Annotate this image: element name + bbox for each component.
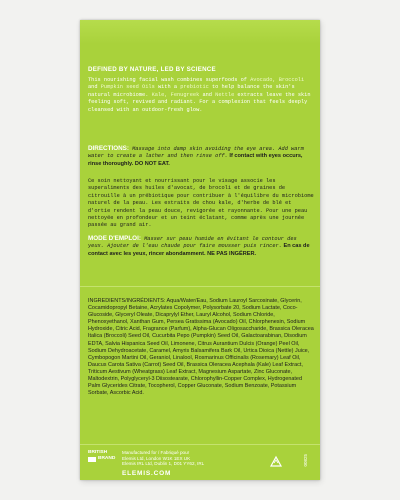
brand-line: BRAND bbox=[98, 455, 116, 461]
tagline: DEFINED BY NATURE, LED BY SCIENCE bbox=[88, 66, 216, 73]
directions-block bbox=[88, 145, 314, 168]
product-description bbox=[88, 77, 314, 114]
batch-code: 00825 bbox=[303, 454, 308, 467]
brand-line: BRITISH bbox=[88, 450, 108, 455]
description-highlight: Pumpkin seed Oils bbox=[100, 84, 155, 91]
french-directions-text: Masser sur peau humide en évitant le contour des yeux. Ajouter de l'eau chaude pour faire mousser puis rincer. bbox=[88, 236, 297, 250]
french-directions-block bbox=[88, 235, 314, 258]
description-text: extracts leave the skin feeling soft, revived and radiant. For a complexion that feels deeply cleansed with an outdoor-fresh glow. bbox=[88, 91, 311, 113]
description-highlight: prebiotic bbox=[180, 84, 209, 91]
directions-text: Massage into damp skin avoiding the eye area. Add warm water to create a lather and then rinse off. bbox=[88, 146, 304, 160]
ingredients-list: INGREDIENTS/INGRÉDIENTS: Aqua/Water/Eau, Sodium Lauroyl Sarcosinate, Glycerin, Cocamidopropyl Betaine, Acrylates Copolymer, Polysorbate 20, Sodium Lactate, Coco-Glucoside, Glyceryl Oleate, Dicaprylyl Ether, Lauryl Alcohol, Sodium Chloride, Phenoxyethanol, Xanthan Gum, Persea Gratissima (Avocado) Oil, Chlorphenesin, Sodium Hydroxide, Citric Acid, Fragrance (Parfum), Alpha-Glucan Oligosaccharide, Brassica Oleracea Italica (Broccoli) Seed Oil, Cucurbita Pepo (Pumpkin) Seed Oil, Galactoarabinan, Disodium EDTA, Salvia Hispanica Seed Oil, Limonene, Citrus Aurantium Dulcis (Orange) Peel Oil, Sodium Dehydroacetate, Caramel, Amyris Balsamifera Bark Oil, Urtica Dioica (Nettle) Juice, Cymbopogon Martini Oil, Geraniol, Linalool, Rosmarinus Officinalis (Rosemary) Leaf Oil, Daucus Carota Sativa (Carrot) Seed Oil, Brassica Oleracea Acephala (Kale) Leaf Extract, Triticum Aestivum (Wheatgrass) Leaf Extract, Magnesium Aspartate, Zinc Gluconate, Maltodextrin, Polyglyceryl-3 Diisostearate, Chlorophyllin-Copper Complex, Hydrogenated Palm Glycerides Citrate, Tocopherol, Copper Gluconate, Sodium Benzoate, Potassium Sorbate, Ascorbic Acid. bbox=[88, 298, 314, 397]
french-description: Ce soin nettoyant et nourrissant pour le visage associe les superaliments des huiles d'avocat, de brocoli et de graines de citrouille à un prébiotique pour contribuer à l'équilibre du microbiome naturel de la peau. Les extraits de chou kale, d'herbe de blé et d'ortie rendent la peau douce, revigorée et rayonnante. Pour une peau nettoyée en profondeur et un teint éclatant, comme après une journée passée au grand air. bbox=[88, 178, 314, 229]
product-box-back-panel bbox=[80, 20, 320, 480]
manufacturer-line: Manufactured for / Fabriqué pour bbox=[122, 450, 190, 455]
description-text: and bbox=[88, 84, 101, 91]
directions-warning: If contact with eyes occurs, rinse thoroughly. DO NOT EAT. bbox=[88, 153, 303, 167]
french-directions-label: MODE D'EMPLOI: bbox=[88, 235, 141, 242]
description-text: with a bbox=[154, 84, 181, 91]
french-directions-warning: En cas de contact avec les yeux, rincer abondamment. NE PAS INGÉRER. bbox=[88, 243, 310, 257]
manufacturer-info bbox=[122, 450, 232, 467]
directions-label: DIRECTIONS: bbox=[88, 145, 129, 152]
description-text: and bbox=[199, 91, 216, 98]
british-brand-badge bbox=[88, 450, 116, 462]
brand-logo: ELEMIS.COM bbox=[122, 470, 172, 477]
description-text: This nourishing facial wash combines superfoods of bbox=[88, 77, 251, 83]
recycle-icon bbox=[268, 454, 284, 470]
description-highlight: Avocado, Broccoli bbox=[250, 77, 305, 83]
divider bbox=[80, 444, 320, 445]
footer bbox=[88, 450, 314, 480]
divider bbox=[80, 286, 320, 287]
manufacturer-line: Elemis Ltd, London W1K 1EX UK bbox=[122, 455, 191, 461]
description-highlight: Nettle bbox=[215, 91, 235, 98]
manufacturer-line: Elemis IRL Ltd, Dublin 1, D01 YY62, IRL bbox=[122, 461, 205, 467]
description-highlight: Kale, Fenugreek bbox=[151, 91, 200, 98]
description-text: to help balance the skin's natural microbiome. bbox=[88, 84, 295, 98]
flag-icon bbox=[88, 456, 116, 462]
